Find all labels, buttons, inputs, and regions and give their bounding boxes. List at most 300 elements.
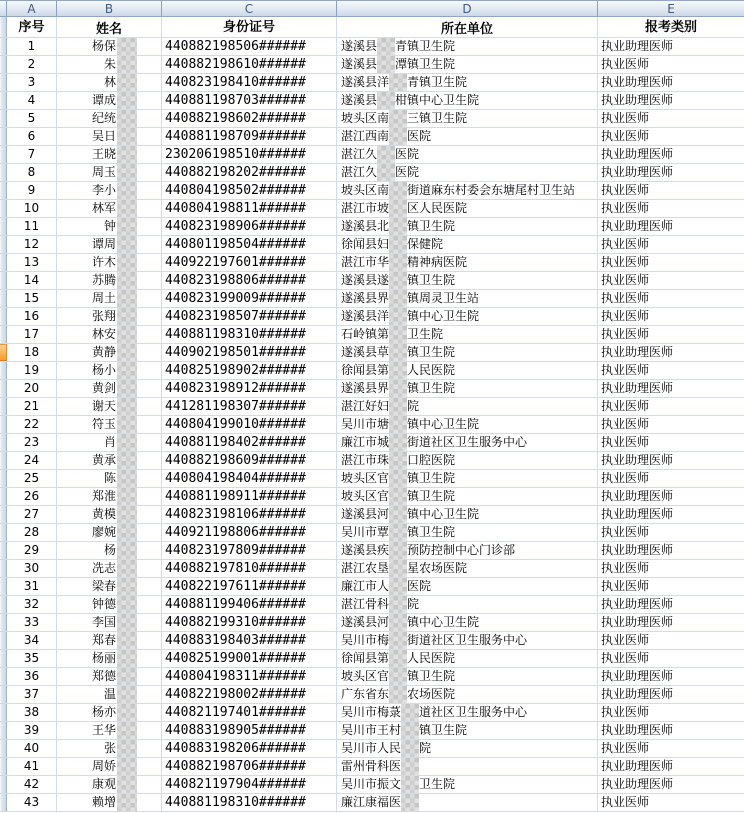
row-header-strip[interactable]	[0, 38, 7, 55]
cell-seq[interactable]: 6	[7, 128, 57, 145]
cell-category[interactable]: 执业助理医师	[601, 93, 674, 107]
cell-unit[interactable]	[337, 722, 598, 739]
cell-seq[interactable]: 14	[7, 272, 57, 289]
cell-name[interactable]	[57, 722, 162, 739]
row-header-strip[interactable]	[0, 524, 7, 541]
cell-name[interactable]	[57, 254, 162, 271]
row-header-strip[interactable]	[0, 182, 7, 199]
row-header-strip[interactable]	[0, 380, 7, 397]
unit-text-post: 镇中心卫生院	[407, 507, 480, 521]
row-header-strip[interactable]	[0, 200, 7, 217]
cell-unit[interactable]	[337, 344, 598, 361]
cell-unit[interactable]	[337, 362, 598, 379]
cell-id[interactable]: 440881198310######	[162, 794, 337, 811]
cell-seq[interactable]: 26	[7, 488, 57, 505]
cell-seq[interactable]: 9	[7, 182, 57, 199]
cell-category[interactable]: 执业医师	[601, 291, 650, 305]
redaction-mosaic	[377, 92, 395, 109]
cell-seq[interactable]: 7	[7, 146, 57, 163]
row-header-strip[interactable]	[0, 704, 7, 721]
row-header-strip[interactable]	[0, 560, 7, 577]
cell-unit[interactable]	[337, 74, 598, 91]
cell-seq[interactable]: 23	[7, 434, 57, 451]
cell-category[interactable]: 执业助理医师	[601, 615, 674, 629]
row-header-strip[interactable]	[0, 362, 7, 379]
cell-category[interactable]: 执业医师	[601, 705, 650, 719]
row-header-strip[interactable]	[0, 164, 7, 181]
row-header-strip[interactable]	[0, 668, 7, 685]
cell-name[interactable]	[57, 326, 162, 343]
row-header-strip[interactable]	[0, 128, 7, 145]
cell-seq[interactable]: 40	[7, 740, 57, 757]
table-row	[0, 704, 744, 722]
row-header-strip[interactable]	[0, 308, 7, 325]
row-header-strip[interactable]	[0, 434, 7, 451]
name-text: 周土	[91, 291, 116, 305]
cell-id[interactable]: 440821197401######	[162, 704, 337, 721]
cell-category[interactable]: 执业助理医师	[601, 165, 674, 179]
cell-category[interactable]: 执业医师	[601, 525, 650, 539]
unit-text-pre: 广东省东	[341, 687, 390, 701]
cell-category[interactable]: 执业医师	[601, 201, 650, 215]
cell-category[interactable]: 执业助理医师	[601, 219, 674, 233]
cell-seq[interactable]: 33	[7, 614, 57, 631]
cell-id[interactable]: 440823198410######	[162, 74, 337, 91]
cell-id[interactable]: 440823198912######	[162, 380, 337, 397]
unit-text-pre: 遂溪县河	[341, 507, 390, 521]
cell-category[interactable]: 执业医师	[601, 741, 650, 755]
cell-unit[interactable]	[337, 452, 598, 469]
header-name[interactable]: 姓名	[57, 17, 162, 37]
row-header-strip[interactable]	[0, 758, 7, 775]
cell-id[interactable]: 440823198507######	[162, 308, 337, 325]
cell-unit[interactable]	[337, 200, 598, 217]
cell-unit[interactable]	[337, 542, 598, 559]
row-header-strip[interactable]	[0, 632, 7, 649]
cell-unit[interactable]	[337, 794, 598, 811]
cell-id[interactable]: 440882198610######	[162, 56, 337, 73]
cell-category[interactable]: 执业医师	[601, 363, 650, 377]
cell-id[interactable]: 440881198402######	[162, 434, 337, 451]
cell-name[interactable]	[57, 146, 162, 163]
cell-unit[interactable]	[337, 614, 598, 631]
cell-category[interactable]: 执业医师	[601, 237, 650, 251]
cell-seq[interactable]: 36	[7, 668, 57, 685]
cell-name[interactable]	[57, 614, 162, 631]
cell-category[interactable]: 执业医师	[601, 651, 650, 665]
cell-name[interactable]	[57, 578, 162, 595]
cell-category[interactable]: 执业医师	[601, 399, 650, 413]
cell-category[interactable]: 执业助理医师	[601, 489, 674, 503]
table-row	[0, 542, 744, 560]
cell-seq[interactable]: 17	[7, 326, 57, 343]
cell-category[interactable]: 执业助理医师	[601, 345, 674, 359]
cell-name[interactable]	[57, 110, 162, 127]
table-row	[0, 794, 744, 812]
cell-unit[interactable]	[337, 560, 598, 577]
cell-seq[interactable]: 13	[7, 254, 57, 271]
cell-seq[interactable]: 24	[7, 452, 57, 469]
row-header-strip[interactable]	[0, 110, 7, 127]
redaction-mosaic	[389, 650, 407, 667]
cell-unit[interactable]	[337, 236, 598, 253]
cell-unit[interactable]	[337, 596, 598, 613]
cell-name[interactable]	[57, 452, 162, 469]
cell-id[interactable]: 230206198510######	[162, 146, 337, 163]
cell-unit[interactable]	[337, 650, 598, 667]
cell-name[interactable]	[57, 560, 162, 577]
cell-id[interactable]: 440882198202######	[162, 164, 337, 181]
cell-unit[interactable]	[337, 290, 598, 307]
cell-category[interactable]: 执业助理医师	[601, 669, 674, 683]
cell-seq[interactable]: 30	[7, 560, 57, 577]
cell-name[interactable]	[57, 290, 162, 307]
cell-name[interactable]	[57, 56, 162, 73]
column-header-c[interactable]: C	[162, 1, 337, 16]
cell-id[interactable]: 440804198311######	[162, 668, 337, 685]
cell-category[interactable]: 执业助理医师	[601, 147, 674, 161]
redaction-mosaic	[117, 488, 137, 505]
cell-id[interactable]: 440825199001######	[162, 650, 337, 667]
cell-seq[interactable]: 2	[7, 56, 57, 73]
cell-unit[interactable]	[337, 740, 598, 757]
redaction-mosaic	[117, 308, 137, 325]
column-header-a[interactable]: A	[7, 1, 57, 16]
cell-name[interactable]	[57, 164, 162, 181]
row-header-strip[interactable]	[0, 794, 7, 811]
cell-id[interactable]: 440822198002######	[162, 686, 337, 703]
cell-unit[interactable]	[337, 524, 598, 541]
row-header-strip[interactable]	[0, 74, 7, 91]
cell-name[interactable]	[57, 218, 162, 235]
cell-category[interactable]: 执业医师	[601, 273, 650, 287]
cell-unit[interactable]	[337, 668, 598, 685]
row-header-strip[interactable]	[0, 218, 7, 235]
name-text: 梁春	[91, 579, 116, 593]
row-header-strip[interactable]	[0, 146, 7, 163]
cell-unit[interactable]	[337, 92, 598, 109]
cell-name[interactable]	[57, 344, 162, 361]
cell-id[interactable]: 440823199009######	[162, 290, 337, 307]
cell-name[interactable]	[57, 398, 162, 415]
cell-id[interactable]: 440822197611######	[162, 578, 337, 595]
cell-name[interactable]	[57, 416, 162, 433]
cell-unit[interactable]	[337, 272, 598, 289]
cell-id[interactable]: 440823197809######	[162, 542, 337, 559]
cell-seq[interactable]: 15	[7, 290, 57, 307]
cell-id[interactable]: 440881198911######	[162, 488, 337, 505]
cell-seq[interactable]: 27	[7, 506, 57, 523]
unit-text-post: 街道社区卫生服务中心	[407, 435, 528, 449]
cell-unit[interactable]	[337, 182, 598, 199]
cell-category[interactable]: 执业助理医师	[601, 75, 674, 89]
cell-id[interactable]: 440804198404######	[162, 470, 337, 487]
cell-seq[interactable]: 12	[7, 236, 57, 253]
cell-unit[interactable]	[337, 686, 598, 703]
cell-seq[interactable]: 39	[7, 722, 57, 739]
cell-unit[interactable]	[337, 254, 598, 271]
cell-category[interactable]: 执业医师	[601, 471, 650, 485]
row-header-strip[interactable]	[0, 470, 7, 487]
cell-category[interactable]: 执业助理医师	[601, 507, 674, 521]
cell-id[interactable]: 440883198905######	[162, 722, 337, 739]
cell-unit[interactable]	[337, 110, 598, 127]
cell-id[interactable]: 440882197810######	[162, 560, 337, 577]
cell-unit[interactable]	[337, 38, 598, 55]
cell-seq[interactable]: 31	[7, 578, 57, 595]
cell-category[interactable]: 执业医师	[601, 129, 650, 143]
cell-seq[interactable]: 21	[7, 398, 57, 415]
cell-unit[interactable]	[337, 488, 598, 505]
cell-category[interactable]: 执业助理医师	[601, 687, 674, 701]
cell-seq[interactable]: 37	[7, 686, 57, 703]
cell-category[interactable]: 执业医师	[601, 795, 650, 809]
table-row	[0, 290, 744, 308]
cell-name[interactable]	[57, 758, 162, 775]
row-header-strip[interactable]	[0, 686, 7, 703]
cell-category[interactable]: 执业医师	[601, 255, 650, 269]
unit-text-pre: 湛江久	[341, 147, 378, 161]
row-header-strip[interactable]	[0, 56, 7, 73]
cell-category[interactable]: 执业助理医师	[601, 777, 674, 791]
cell-seq[interactable]: 5	[7, 110, 57, 127]
row-header-strip[interactable]	[0, 416, 7, 433]
cell-unit[interactable]	[337, 776, 598, 793]
cell-seq[interactable]: 43	[7, 794, 57, 811]
cell-name[interactable]	[57, 38, 162, 55]
row-header-strip[interactable]	[0, 596, 7, 613]
cell-seq[interactable]: 34	[7, 632, 57, 649]
cell-id[interactable]: 440922197601######	[162, 254, 337, 271]
cell-name[interactable]	[57, 740, 162, 757]
cell-category[interactable]: 执业医师	[601, 633, 650, 647]
cell-seq[interactable]: 22	[7, 416, 57, 433]
header-category[interactable]: 报考类别	[644, 19, 697, 35]
cell-category[interactable]: 执业助理医师	[601, 759, 674, 773]
cell-unit[interactable]	[337, 434, 598, 451]
row-header-strip[interactable]	[0, 740, 7, 757]
cell-category[interactable]: 执业助理医师	[601, 597, 674, 611]
cell-unit[interactable]	[337, 56, 598, 73]
cell-name[interactable]	[57, 200, 162, 217]
cell-seq[interactable]: 18	[7, 344, 57, 361]
cell-id[interactable]: 440821197904######	[162, 776, 337, 793]
cell-name[interactable]	[57, 596, 162, 613]
cell-unit[interactable]	[337, 398, 598, 415]
table-row	[0, 722, 744, 740]
cell-id[interactable]: 440823198806######	[162, 272, 337, 289]
column-header-d[interactable]: D	[337, 1, 598, 16]
redaction-mosaic	[117, 380, 137, 397]
cell-name[interactable]	[57, 74, 162, 91]
cell-id[interactable]: 440881198310######	[162, 326, 337, 343]
cell-name[interactable]	[57, 650, 162, 667]
cell-seq[interactable]: 28	[7, 524, 57, 541]
row-header-strip[interactable]	[0, 452, 7, 469]
cell-id[interactable]: 440825198902######	[162, 362, 337, 379]
header-seq[interactable]: 序号	[7, 17, 57, 37]
redaction-mosaic	[389, 362, 407, 379]
row-header-strip[interactable]	[0, 290, 7, 307]
cell-unit[interactable]	[337, 506, 598, 523]
cell-unit[interactable]	[337, 218, 598, 235]
row-header-strip[interactable]	[0, 92, 7, 109]
cell-id[interactable]: 440823198106######	[162, 506, 337, 523]
cell-seq[interactable]: 42	[7, 776, 57, 793]
cell-id[interactable]: 440882198609######	[162, 452, 337, 469]
cell-seq[interactable]: 29	[7, 542, 57, 559]
cell-seq[interactable]: 41	[7, 758, 57, 775]
cell-unit[interactable]	[337, 146, 598, 163]
cell-name[interactable]	[57, 236, 162, 253]
cell-name[interactable]	[57, 686, 162, 703]
cell-name[interactable]	[57, 434, 162, 451]
cell-category[interactable]: 执业助理医师	[601, 39, 674, 53]
cell-seq[interactable]: 8	[7, 164, 57, 181]
cell-id[interactable]: 440882199310######	[162, 614, 337, 631]
cell-seq[interactable]: 16	[7, 308, 57, 325]
select-all-corner[interactable]	[0, 1, 7, 16]
cell-id[interactable]: 440801198504######	[162, 236, 337, 253]
cell-seq[interactable]: 19	[7, 362, 57, 379]
cell-id[interactable]: 440804199010######	[162, 416, 337, 433]
row-header-strip[interactable]	[0, 326, 7, 343]
cell-name[interactable]	[57, 470, 162, 487]
cell-category[interactable]: 执业助理医师	[601, 543, 674, 557]
row-header-strip[interactable]	[0, 506, 7, 523]
cell-category[interactable]: 执业助理医师	[601, 723, 674, 737]
cell-unit[interactable]	[337, 704, 598, 721]
cell-unit[interactable]	[337, 632, 598, 649]
row-header-strip[interactable]	[0, 722, 7, 739]
cell-name[interactable]	[57, 128, 162, 145]
cell-name[interactable]	[57, 182, 162, 199]
row-header-strip[interactable]	[0, 398, 7, 415]
cell-category[interactable]: 执业助理医师	[601, 381, 674, 395]
cell-id[interactable]: 440804198811######	[162, 200, 337, 217]
name-text: 王华	[91, 723, 116, 737]
cell-id[interactable]: 440882198602######	[162, 110, 337, 127]
cell-id[interactable]: 440881199406######	[162, 596, 337, 613]
cell-seq[interactable]: 25	[7, 470, 57, 487]
row-header-strip[interactable]	[0, 254, 7, 271]
row-header-strip[interactable]	[0, 776, 7, 793]
cell-id[interactable]: 441281198307######	[162, 398, 337, 415]
row-header-strip[interactable]	[0, 272, 7, 289]
cell-unit[interactable]	[337, 164, 598, 181]
cell-id[interactable]: 440823198906######	[162, 218, 337, 235]
cell-seq[interactable]: 3	[7, 74, 57, 91]
cell-id[interactable]: 440883198403######	[162, 632, 337, 649]
cell-category[interactable]: 执业医师	[601, 417, 650, 431]
cell-category[interactable]: 执业助理医师	[601, 453, 674, 467]
cell-id[interactable]: 440804198502######	[162, 182, 337, 199]
name-text: 杨亦	[91, 705, 116, 719]
cell-unit[interactable]	[337, 326, 598, 343]
cell-id[interactable]: 440881198703######	[162, 92, 337, 109]
cell-category[interactable]: 执业医师	[601, 435, 650, 449]
cell-unit[interactable]	[337, 308, 598, 325]
cell-unit[interactable]	[337, 380, 598, 397]
header-id[interactable]: 身份证号	[162, 17, 337, 37]
row-header-strip[interactable]	[0, 236, 7, 253]
cell-id[interactable]: 440881198709######	[162, 128, 337, 145]
cell-seq[interactable]: 38	[7, 704, 57, 721]
row-header-strip[interactable]	[0, 614, 7, 631]
cell-name[interactable]	[57, 308, 162, 325]
cell-name[interactable]	[57, 542, 162, 559]
cell-name[interactable]	[57, 506, 162, 523]
redaction-mosaic	[117, 614, 137, 631]
cell-unit[interactable]	[337, 578, 598, 595]
row-header-strip[interactable]	[0, 344, 7, 361]
cell-unit[interactable]	[337, 470, 598, 487]
cell-category[interactable]: 执业医师	[601, 327, 650, 341]
cell-name[interactable]	[57, 380, 162, 397]
unit-text-post: 区人民医院	[407, 201, 468, 215]
cell-category[interactable]: 执业医师	[601, 579, 650, 593]
column-header-b[interactable]: B	[57, 1, 162, 16]
redaction-mosaic	[389, 182, 407, 199]
unit-text-post: 卫生院	[419, 777, 456, 791]
name-text: 黄模	[91, 507, 116, 521]
header-unit[interactable]: 所在单位	[337, 17, 598, 37]
cell-seq[interactable]: 10	[7, 200, 57, 217]
cell-category[interactable]: 执业医师	[601, 309, 650, 323]
cell-seq[interactable]: 1	[7, 38, 57, 55]
cell-seq[interactable]: 32	[7, 596, 57, 613]
cell-name[interactable]	[57, 668, 162, 685]
cell-unit[interactable]	[337, 128, 598, 145]
cell-id[interactable]: 440902198501######	[162, 344, 337, 361]
cell-id[interactable]: 440882198706######	[162, 758, 337, 775]
row-header-strip[interactable]	[0, 578, 7, 595]
unit-text-pre: 吴川市塘	[341, 417, 390, 431]
column-header-e[interactable]: E	[667, 1, 675, 16]
cell-name[interactable]	[57, 794, 162, 811]
cell-name[interactable]	[57, 704, 162, 721]
cell-category[interactable]: 执业医师	[601, 111, 650, 125]
cell-name[interactable]	[57, 272, 162, 289]
cell-seq[interactable]: 11	[7, 218, 57, 235]
cell-unit[interactable]	[337, 758, 598, 775]
cell-category[interactable]: 执业医师	[601, 561, 650, 575]
row-header-strip[interactable]	[0, 650, 7, 667]
cell-seq[interactable]: 20	[7, 380, 57, 397]
cell-category[interactable]: 执业医师	[601, 57, 650, 71]
cell-name[interactable]	[57, 632, 162, 649]
cell-id[interactable]: 440883198206######	[162, 740, 337, 757]
table-row	[0, 560, 744, 578]
cell-seq[interactable]: 4	[7, 92, 57, 109]
row-header-strip[interactable]	[0, 542, 7, 559]
name-text: 符玉	[91, 417, 116, 431]
cell-id[interactable]: 440882198506######	[162, 38, 337, 55]
cell-name[interactable]	[57, 524, 162, 541]
cell-name[interactable]	[57, 776, 162, 793]
cell-category[interactable]: 执业医师	[601, 183, 650, 197]
cell-unit[interactable]	[337, 416, 598, 433]
row-header-strip[interactable]	[0, 488, 7, 505]
cell-id[interactable]: 440921198806######	[162, 524, 337, 541]
name-text: 温	[103, 687, 116, 701]
redaction-mosaic	[117, 74, 137, 91]
row-header-strip[interactable]	[0, 17, 7, 37]
cell-name[interactable]	[57, 362, 162, 379]
cell-name[interactable]	[57, 488, 162, 505]
cell-seq[interactable]: 35	[7, 650, 57, 667]
cell-name[interactable]	[57, 92, 162, 109]
